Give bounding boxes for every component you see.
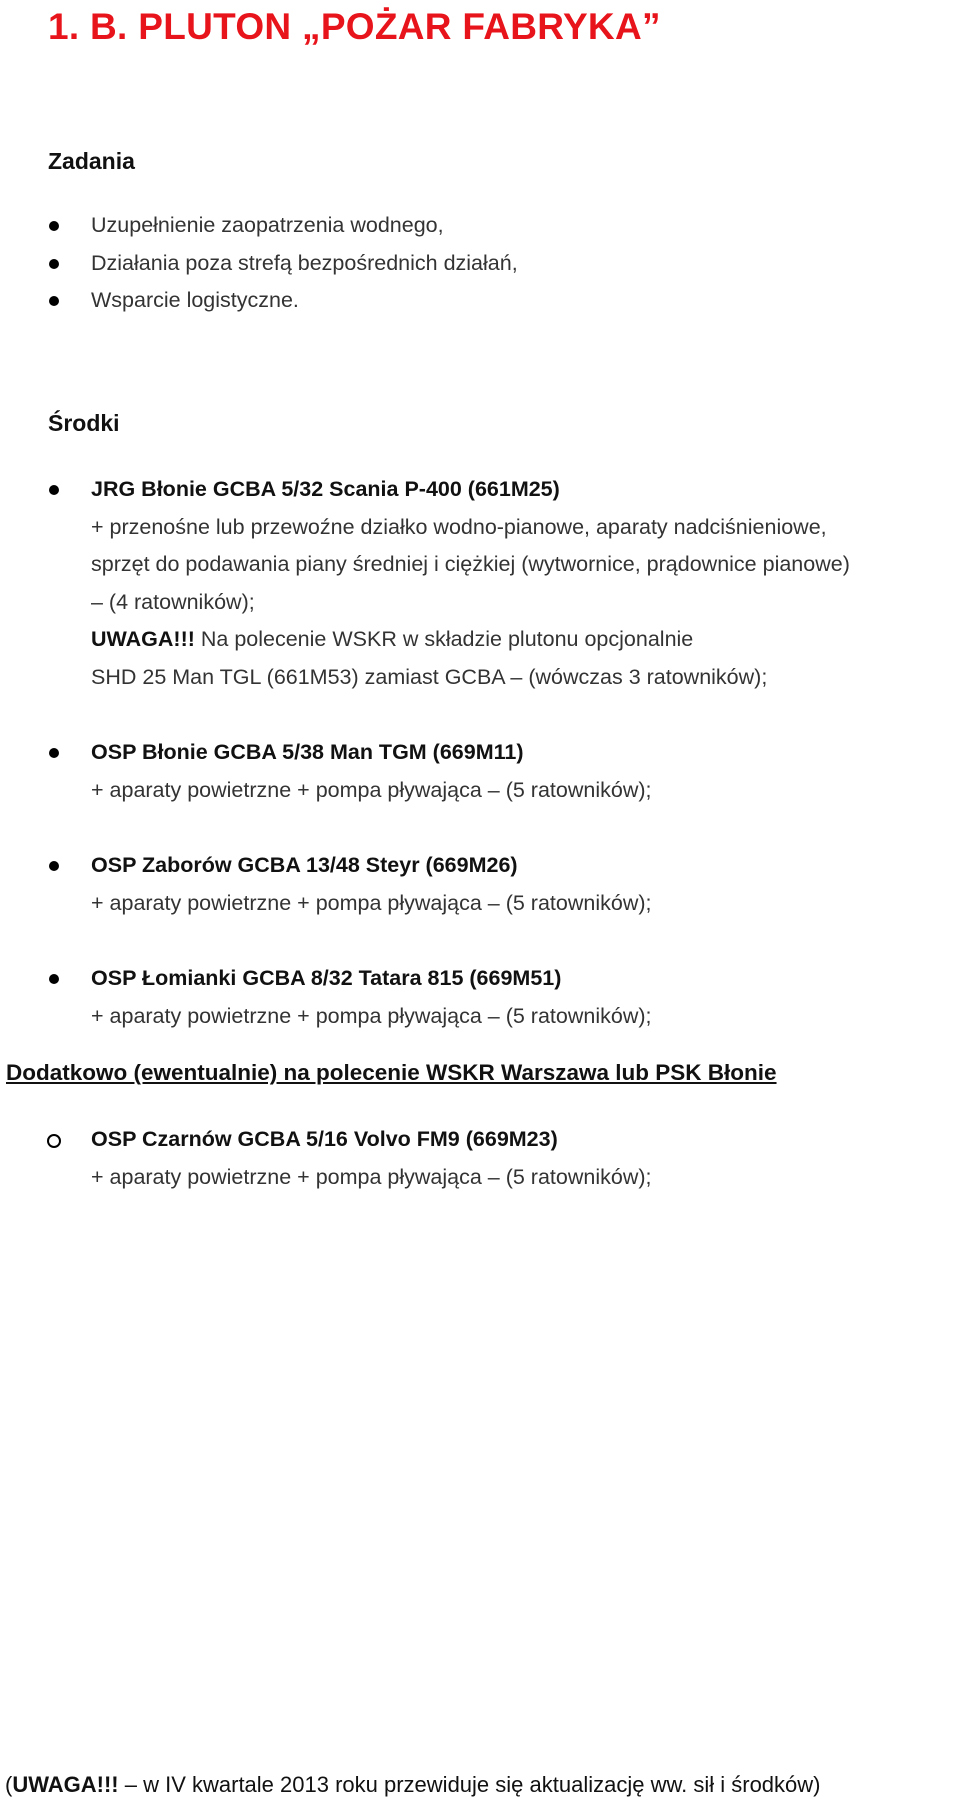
warning-label: UWAGA!!!	[91, 627, 195, 651]
additional-list	[0, 1121, 960, 1196]
page-title: 1. B. PLUTON „POŻAR FABRYKA”	[48, 6, 661, 47]
list-item	[0, 960, 960, 1035]
unit-equipment: sprzęt do podawania piany średniej i ciężkiej (wytwornice, prądownice pianowe)	[91, 552, 850, 576]
unit-name: OSP Czarnów GCBA 5/16 Volvo FM9 (669M23)	[91, 1127, 558, 1151]
circle-bullet-icon	[47, 1134, 61, 1148]
bullet-icon	[49, 221, 59, 231]
bullet-icon	[49, 485, 59, 495]
tasks-heading: Zadania	[48, 148, 135, 174]
footer-text: – w IV kwartale 2013 roku przewiduje się aktualizację ww. sił i środków)	[118, 1772, 821, 1797]
unit-equipment: + aparaty powietrzne + pompa pływająca – (5 ratowników);	[91, 1164, 652, 1189]
resources-heading: Środki	[48, 410, 120, 436]
bullet-icon	[49, 861, 59, 871]
unit-name: OSP Łomianki GCBA 8/32 Tatara 815 (669M51)	[91, 966, 562, 990]
unit-equipment: + aparaty powietrzne + pompa pływająca – (5 ratowników);	[91, 890, 652, 915]
list-item: Wsparcie logistyczne.	[0, 282, 960, 320]
unit-name: OSP Błonie GCBA 5/38 Man TGM (669M11)	[91, 740, 524, 764]
bullet-icon	[49, 748, 59, 758]
bullet-icon	[49, 974, 59, 984]
list-item	[0, 734, 960, 809]
list-item	[0, 1121, 960, 1196]
unit-equipment: + przenośne lub przewoźne działko wodno-pianowe, aparaty nadciśnieniowe,	[91, 514, 827, 539]
footer-warning-label: UWAGA!!!	[12, 1772, 119, 1797]
unit-name: JRG Błonie GCBA 5/32 Scania P-400 (661M25)	[91, 477, 560, 501]
unit-name: OSP Zaborów GCBA 13/48 Steyr (669M26)	[91, 853, 518, 877]
warning-text: Na polecenie WSKR w składzie plutonu opcjonalnie	[194, 627, 694, 651]
list-item: Działania poza strefą bezpośrednich działań,	[0, 245, 960, 283]
resources-list	[0, 471, 960, 1035]
list-item: Uzupełnienie zaopatrzenia wodnego,	[0, 207, 960, 245]
bullet-icon	[49, 259, 59, 269]
warning-text-2: SHD 25 Man TGL (661M53) zamiast GCBA – (wówczas 3 ratowników);	[91, 664, 768, 689]
list-item	[0, 847, 960, 922]
unit-equipment: – (4 ratowników);	[91, 589, 255, 614]
footer-note: (UWAGA!!! – w IV kwartale 2013 roku przewiduje się aktualizację ww. sił i środków)	[5, 1772, 821, 1797]
bullet-icon	[49, 296, 59, 306]
unit-equipment: + aparaty powietrzne + pompa pływająca – (5 ratowników);	[91, 1003, 652, 1028]
additional-heading: Dodatkowo (ewentualnie) na polecenie WSKR Warszawa lub PSK Błonie	[6, 1060, 777, 1085]
list-item	[0, 471, 960, 696]
warning-line	[91, 621, 960, 659]
tasks-list	[0, 207, 960, 320]
unit-equipment: + aparaty powietrzne + pompa pływająca – (5 ratowników);	[91, 777, 652, 802]
